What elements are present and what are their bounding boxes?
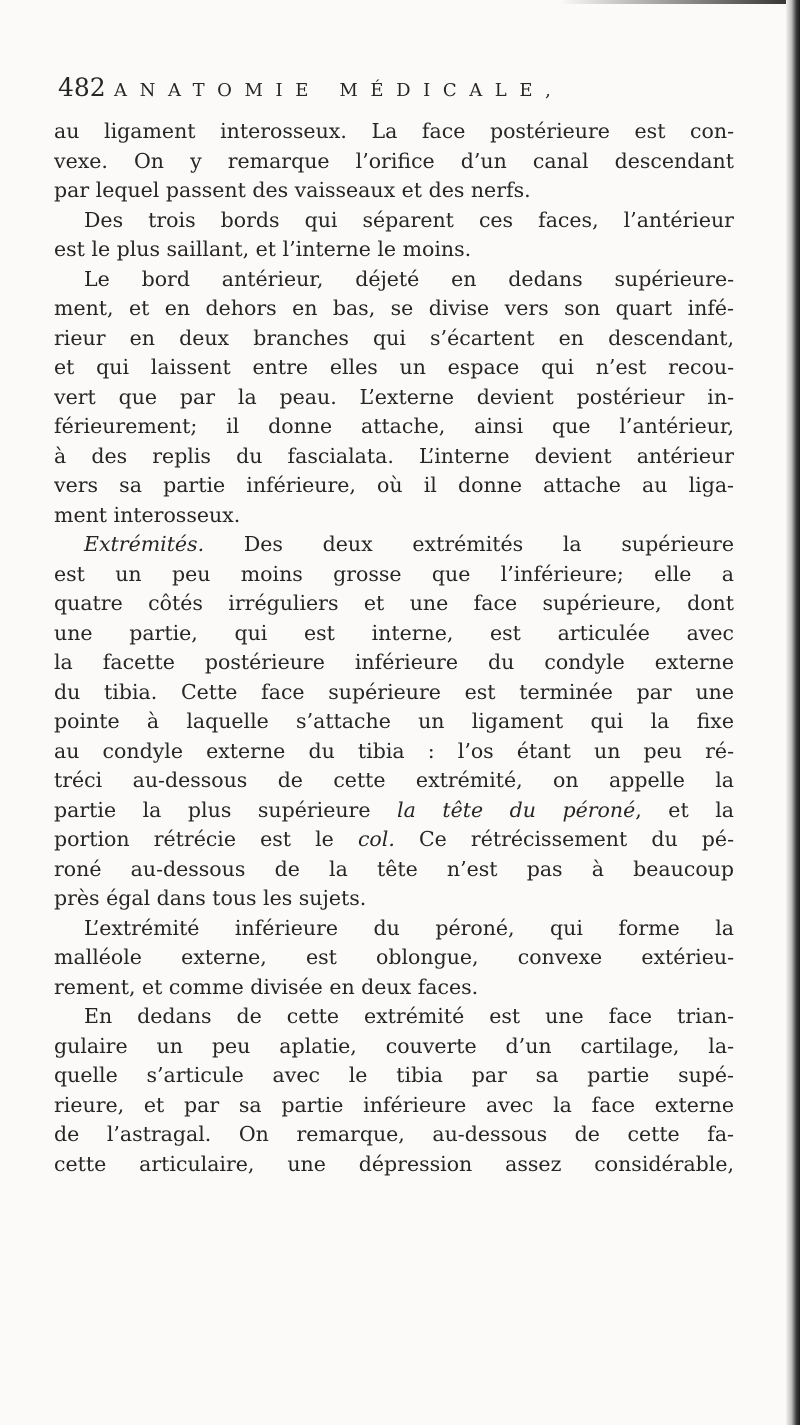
italic-term: la tête du péroné: [397, 797, 636, 822]
text-line: rieure, et par sa partie inférieure avec la face externe: [54, 1092, 734, 1117]
text-line: roné au-dessous de la tête n’est pas à beaucoup: [54, 856, 734, 881]
section-heading-italic: Extrémités.: [84, 532, 205, 556]
page-number: 482: [58, 73, 106, 102]
text-line: L’extrémité inférieure du péroné, qui forme la: [84, 915, 734, 940]
page-shadow-top: [560, 0, 800, 4]
text-line: quatre côtés irréguliers et une face supérieure, dont: [54, 591, 734, 615]
running-head: ANATOMIE MÉDICALE,: [114, 80, 564, 101]
text-line: au ligament interosseux. La face postérieure est con-: [54, 119, 734, 143]
text-line: férieurement; il donne attache, ainsi que l’antérieur,: [54, 414, 734, 438]
text-line: et qui laissent entre elles un espace qui n’est recou-: [54, 355, 734, 379]
text-line: partie la plus supérieure la tête du péroné, et la: [54, 797, 734, 822]
text-line: près égal dans tous les sujets.: [54, 886, 367, 910]
text-line: pointe à laquelle s’attache un ligament qui la fixe: [54, 709, 734, 733]
text-line: est un peu moins grosse que l’inférieure; elle a: [54, 561, 734, 586]
text-line: vert que par la peau. L’externe devient postérieur in-: [54, 384, 734, 409]
text-line: malléole externe, est oblongue, convexe extérieu-: [54, 945, 734, 969]
text-line: du tibia. Cette face supérieure est terminée par une: [54, 679, 734, 704]
text-line: est le plus saillant, et l’interne le moins.: [54, 237, 472, 261]
text-line: rement, et comme divisée en deux faces.: [54, 974, 479, 999]
text-line: une partie, qui est interne, est articulée avec: [54, 620, 734, 645]
text-line: tréci au-dessous de cette extrémité, on appelle la: [54, 768, 734, 792]
text-line: cette articulaire, une dépression assez considérable,: [54, 1151, 734, 1176]
text-line: ment, et en dehors en bas, se divise vers son quart infé-: [54, 296, 734, 320]
text-line: portion rétrécie est le col. Ce rétrécissement du pé-: [54, 827, 734, 851]
italic-term: col.: [357, 827, 395, 851]
text-line: la facette postérieure inférieure du condyle externe: [54, 650, 734, 674]
text-line: rieur en deux branches qui s’écartent en descendant,: [54, 325, 734, 350]
text-line: Extrémités. Des deux extrémités la supérieure: [84, 532, 734, 556]
text-line: vers sa partie inférieure, où il donne attache au liga-: [54, 473, 734, 497]
page-body: [54, 117, 734, 1179]
page-header: [58, 68, 698, 118]
text-line: ment interosseux.: [54, 502, 241, 527]
text-line: à des replis du fascialata. L’interne devient antérieur: [54, 443, 734, 468]
text-line: quelle s’articule avec le tibia par sa partie supé-: [54, 1063, 734, 1087]
text-line: de l’astragal. On remarque, au-dessous de cette fa-: [54, 1122, 734, 1146]
text-line: vexe. On y remarque l’orifice d’un canal descendant: [54, 148, 734, 173]
page-binding-edge: [786, 0, 800, 1425]
text-line: Des trois bords qui séparent ces faces, l’antérieur: [84, 207, 734, 232]
text-line: En dedans de cette extrémité est une face trian-: [84, 1004, 734, 1028]
text-line: par lequel passent des vaisseaux et des nerfs.: [54, 178, 531, 202]
text-line: gulaire un peu aplatie, couverte d’un cartilage, la-: [54, 1033, 734, 1058]
text-line: au condyle externe du tibia : l’os étant un peu ré-: [54, 738, 734, 763]
text-line: Le bord antérieur, déjeté en dedans supérieure-: [84, 266, 734, 291]
